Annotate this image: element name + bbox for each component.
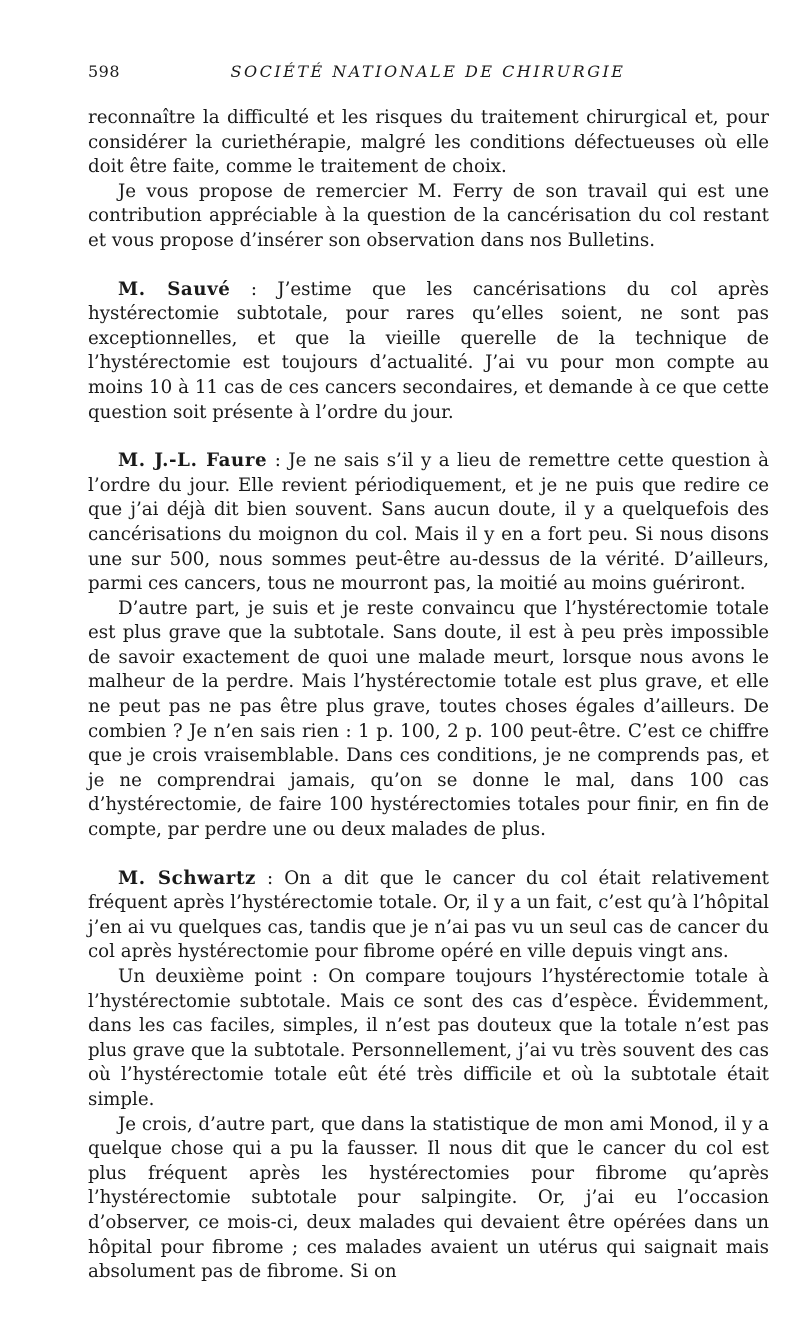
paragraph [88, 106, 769, 180]
speaker-prefix: M. [118, 867, 158, 889]
intervention-faure [88, 449, 769, 597]
paragraph [88, 180, 769, 254]
intervention-schwartz [88, 867, 769, 965]
paragraph-text: : Je ne sais s’il y a lieu de remettre cette question à l’ordre du jour. Elle revient périodiquement, et je ne puis que redire ce que j’ai déjà dit bien souvent. Sans aucun doute, il y a quelquefois des cancérisations du moignon du col. Mais il y en a fort peu. Si nous disons une sur 500, nous sommes peut-être au-dessus de la vérité. D’ailleurs, parmi ces cancers, tous ne mourront pas, la moitié au moins guériront. [88, 450, 769, 595]
body-text [88, 106, 769, 1285]
paragraph-text: Un deuxième point : On compare toujours l’hystérectomie totale à l’hystérectomie subtotale. Mais ce sont des cas d’espèce. Évidemment, dans les cas faciles, simples, il n’est pas douteux que la totale n’est pas plus grave que la subtotale. Personnellement, j’ai vu très souvent des cas où l’hystérectomie totale eût été très difficile et où la subtotale était simple. [88, 966, 769, 1110]
paragraph [88, 965, 769, 1113]
speaker-name: Schwartz [157, 867, 256, 889]
paragraph [88, 597, 769, 843]
speaker-name: J.-L. Faure [154, 450, 268, 472]
running-title: SOCIÉTÉ NATIONALE DE CHIRURGIE [230, 62, 626, 81]
paragraph-text: : On a dit que le cancer du col était relativement fréquent après l’hystérectomie totale. Or, il y a un fait, c’est qu’à l’hôpital j’en ai vu quelques cas, tandis que je n’ai pas vu un seul cas de cancer du col après hystérectomie pour fibrome opéré en ville depuis vingt ans. [88, 867, 769, 963]
page-number: 598 [88, 62, 121, 81]
intervention-sauve [88, 278, 769, 426]
speaker-prefix: M. [118, 278, 168, 300]
paragraph-text: : J’estime que les cancérisations du col après hystérectomie subtotale, pour rares qu’elles soient, ne sont pas exceptionnelles, et que la vieille querelle de la technique de l’hystérectomie est toujours d’actualité. J’ai vu pour mon compte au moins 10 à 11 cas de ces cancers secondaires, et demande à ce que cette question soit présente à l’ordre du jour. [88, 278, 769, 423]
paragraph-text: Je crois, d’autre part, que dans la statistique de mon ami Monod, il y a quelque chose qui a pu la fausser. Il nous dit que le cancer du col est plus fréquent après les hystérectomies pour fibrome qu’après l’hystérectomie subtotale pour salpingite. Or, j’ai eu l’occasion d’observer, ce mois-ci, deux malades qui devaient être opérées dans un hôpital pour fibrome ; ces malades avaient un utérus qui saignait mais absolument pas de fibrome. Si on [88, 1113, 769, 1283]
paragraph-text: reconnaître la difficulté et les risques du traitement chirurgical et, pour considérer la curiethérapie, malgré les conditions défectueuses où elle doit être faite, comme le traitement de choix. [88, 107, 769, 178]
paragraph-text: Je vous propose de remercier M. Ferry de son travail qui est une contribution appréciable à la question de la cancérisation du col restant et vous propose d’insérer son observation dans nos Bulletins. [88, 180, 769, 251]
paragraph [88, 1113, 769, 1285]
speaker-name: Sauvé [167, 278, 231, 300]
speaker-prefix: M. [118, 450, 155, 472]
page-header [88, 62, 768, 86]
paragraph-text: D’autre part, je suis et je reste convaincu que l’hystérectomie totale est plus grave que la subtotale. Sans doute, il est à peu près impossible de savoir exactement de quoi une malade meurt, lorsque nous avons le malheur de la perdre. Mais l’hystérectomie totale est plus grave, et elle ne peut pas ne pas être plus grave, toutes choses égales d’ailleurs. De combien ? Je n’en sais rien : 1 p. 100, 2 p. 100 peut-être. C’est ce chiffre que je crois vraisemblable. Dans ces conditions, je ne comprends pas, et je ne comprendrai jamais, qu’on se donne le mal, dans 100 cas d’hystérectomie, de faire 100 hystérectomies totales pour finir, en fin de compte, par perdre une ou deux malades de plus. [88, 597, 769, 841]
